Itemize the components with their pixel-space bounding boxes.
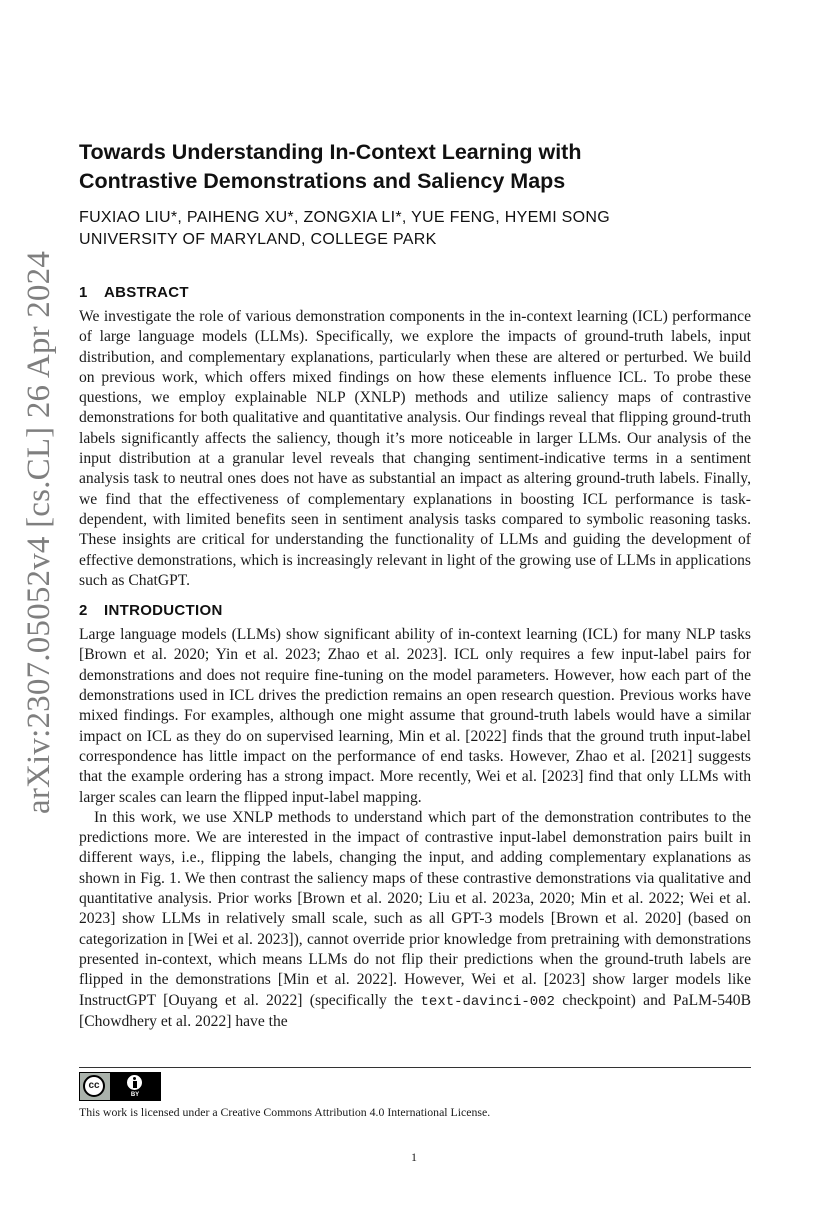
arxiv-identifier-stamp xyxy=(8,222,72,842)
introduction-section-number: 2 xyxy=(79,602,88,620)
introduction-heading-text: INTRODUCTION xyxy=(104,602,223,620)
introduction-paragraph-2-tail: checkpoint) and PaLM-540B [Chowdhery et al. 2022] have the xyxy=(79,991,751,1030)
footer-divider xyxy=(79,1067,751,1068)
creative-commons-icon: cc xyxy=(83,1075,105,1097)
cc-by-license-icon xyxy=(79,1072,161,1101)
abstract-section-number: 1 xyxy=(79,284,88,301)
abstract-body: We investigate the role of various demonstration components in the in-context learning (ICL) performance of large language models (LLMs). Specifically, we explore the impacts of ground-truth labels, input distribution, and complementary explanations, particularly when these are altered or perturbed. We build on previous work, which offers mixed findings on how these elements influence ICL. To probe these questions, we employ explainable NLP (XNLP) methods and utilize saliency maps of contrastive demonstrations for both qualitative and quantitative analysis. Our findings reveal that flipping ground-truth labels significantly affects the saliency, though it’s more noticeable in larger LLMs. Our analysis of the input distribution at a granular level reveals that changing sentiment-indicative terms in a sentiment analysis task to neutral ones does not have as substantial an impact as altering ground-truth labels. Finally, we find that the effectiveness of complementary explanations in boosting ICL performance is task-dependent, with limited benefits seen in sentiment analysis tasks compared to symbolic reasoning tasks. These insights are critical for understanding the functionality of LLMs and guiding the development of effective demonstrations, which is increasingly relevant in light of the growing use of LLMs in applications such as ChatGPT. xyxy=(79,308,751,589)
introduction-paragraph-2 xyxy=(79,808,751,1032)
license-notice: This work is licensed under a Creative Commons Attribution 4.0 International License. xyxy=(79,1105,491,1119)
author-affiliation: UNIVERSITY OF MARYLAND, COLLEGE PARK xyxy=(79,231,437,248)
paper-title-line-2: Contrastive Demonstrations and Saliency Maps xyxy=(79,169,566,193)
arxiv-identifier: arXiv:2307.05052v4 [cs.CL] 26 Apr 2024 xyxy=(21,250,58,814)
attribution-person-icon xyxy=(126,1074,143,1091)
introduction-heading xyxy=(79,601,751,621)
author-block xyxy=(79,207,751,251)
paper-first-page xyxy=(79,138,751,1032)
attribution-by-label: BY xyxy=(130,1092,140,1098)
author-names: FUXIAO LIU*, PAIHENG XU*, ZONGXIA LI*, YUE FENG, HYEMI SONG xyxy=(79,209,610,226)
page-number: 1 xyxy=(411,1150,417,1164)
abstract-heading xyxy=(79,283,751,303)
introduction-paragraph-2-text: In this work, we use XNLP methods to understand which part of the demonstration contributes to the predictions more. We are interested in the impact of contrastive input-label demonstration pairs built in different ways, i.e., flipping the labels, changing the input, and adding complementary explanations as shown in Fig. 1. We then contrast the saliency maps of these contrastive demonstrations via qualitative and quantitative analysis. Prior works [Brown et al. 2020; Liu et al. 2023a, 2020; Min et al. 2022; Wei et al. 2023] show LLMs in relatively small scale, such as all GPT-3 models [Brown et al. 2020] (based on categorization in [Wei et al. 2023]), cannot override prior knowledge from pretraining with demonstrations presented in-context, which means LLMs do not flip their predictions when the ground-truth labels are flipped in the demonstrations [Min et al. 2022]. However, Wei et al. [2023] show larger models like InstructGPT [Ouyang et al. 2022] (specifically the xyxy=(79,808,751,1009)
introduction-paragraph-1: Large language models (LLMs) show significant ability of in-context learning (ICL) for many NLP tasks [Brown et al. 2020; Yin et al. 2023; Zhao et al. 2023]. ICL only requires a few input-label pairs for demonstrations and does not require fine-tuning on the model parameters. However, how each part of the demonstrations used in ICL drives the prediction remains an open research question. Previous works have mixed findings. For examples, although one might assume that ground-truth labels would have a similar impact on ICL as they do on supervised learning, Min et al. [2022] finds that the ground truth input-label correspondence has little impact on the performance of end tasks. However, Zhao et al. [2021] suggests that the example ordering has a strong impact. More recently, Wei et al. [2023] find that only LLMs with larger scales can learn the flipped input-label mapping. xyxy=(79,626,751,806)
paper-title xyxy=(79,138,751,196)
paper-title-line-1: Towards Understanding In-Context Learning with xyxy=(79,140,582,164)
model-checkpoint-code: text-davinci-002 xyxy=(420,993,555,1010)
abstract-heading-text: ABSTRACT xyxy=(104,284,189,301)
